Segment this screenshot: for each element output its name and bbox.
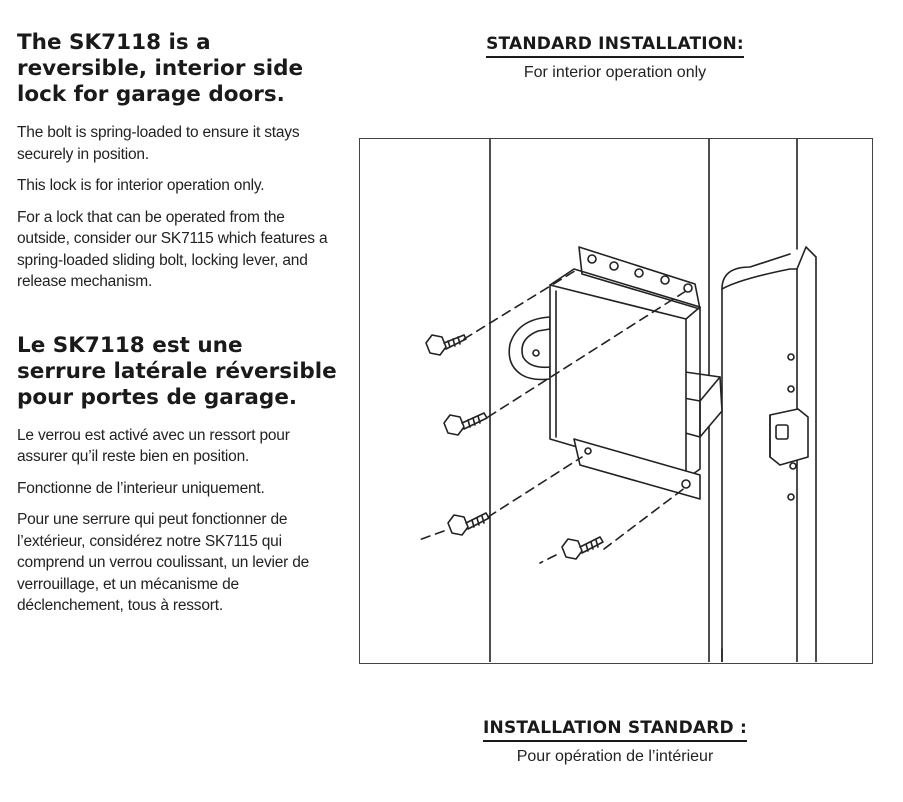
installation-diagram [359, 138, 873, 664]
installation-standard-caption [470, 718, 760, 766]
english-heading: The SK7118 is a reversible, interior side lock for garage doors. [17, 30, 304, 107]
english-paragraph-bolt: The bolt is spring-loaded to ensure it stays securely in position. [17, 124, 300, 163]
text-column [17, 30, 337, 617]
lock-body [550, 269, 700, 479]
hook-bracket [509, 317, 550, 380]
installation-standard-subtitle: Pour opération de l’intérieur [516, 748, 714, 765]
screw-lower-right [540, 487, 686, 563]
standard-installation-caption [480, 34, 750, 82]
screw-lower-left [416, 457, 582, 541]
english-paragraph-outside: For a lock that can be operated from the outside, consider our SK7115 which features a spring-loaded sliding bolt, locking lever, and release mechanism. [17, 208, 328, 290]
standard-installation-subtitle: For interior operation only [523, 64, 707, 81]
french-heading: Le SK7118 est une serrure latérale réversible pour portes de garage. [17, 332, 337, 410]
track-channel [722, 247, 816, 662]
french-paragraph-bolt: Le verrou est activé avec un ressort pour assurer qu’il reste bien en position. [17, 426, 290, 465]
french-paragraph-interior: Fonctionne de l’interieur uniquement. [17, 479, 265, 497]
lock-installation-diagram-icon [360, 139, 871, 662]
installation-standard-title: INSTALLATION STANDARD : [483, 718, 747, 742]
english-paragraph-interior: This lock is for interior operation only. [17, 177, 265, 194]
standard-installation-title: STANDARD INSTALLATION: [486, 34, 744, 58]
french-paragraph-outside: Pour une serrure qui peut fonctionner de l’extérieur, considérez notre SK7115 qui comprend un verrou coulissant, un levier de verrouillage, et un mécanisme de déclenchement, tous à ressort. [17, 511, 310, 614]
